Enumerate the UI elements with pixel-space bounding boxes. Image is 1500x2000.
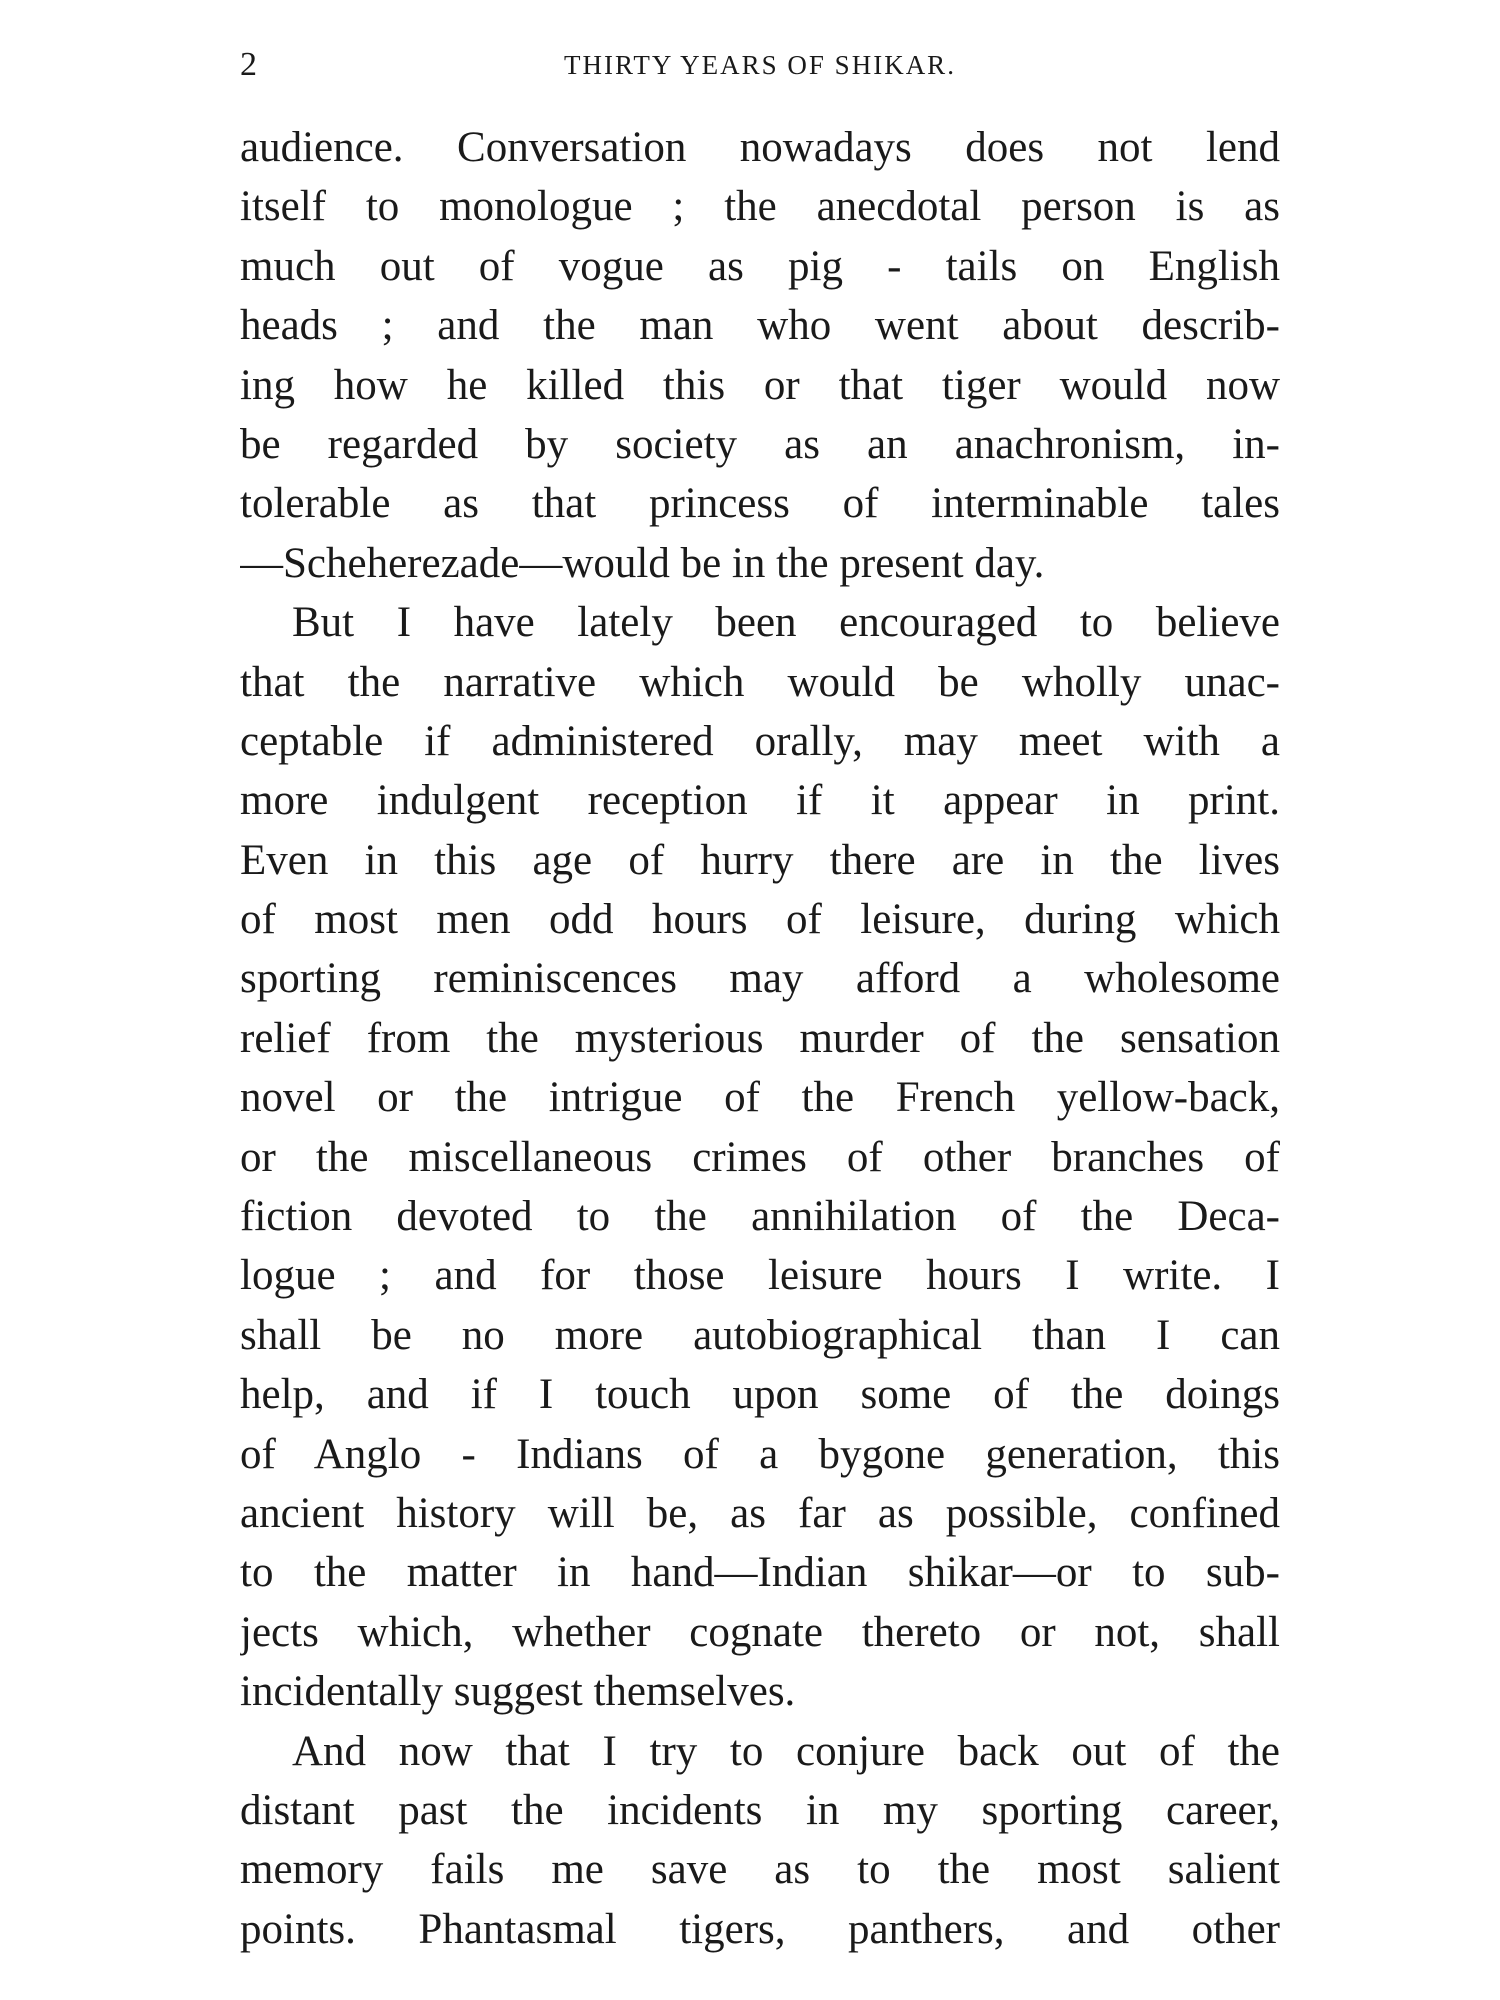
- text-line: of most men odd hours of leisure, during which: [240, 896, 1280, 944]
- text-line: relief from the mysterious murder of the sensation: [240, 1014, 1280, 1062]
- text-line: that the narrative which would be wholly unac-: [240, 658, 1280, 706]
- text-line: distant past the incidents in my sporting career,: [240, 1786, 1280, 1834]
- paragraph-3: [240, 1722, 1280, 1960]
- text-line: tolerable as that princess of interminable tales: [240, 480, 1280, 528]
- paragraph-1: [240, 118, 1280, 593]
- text-line: —Scheherezade—would be in the present day.: [240, 539, 1045, 587]
- body-text: [240, 118, 1280, 1959]
- page-number: 2: [240, 46, 257, 83]
- text-line: sporting reminiscences may afford a wholesome: [240, 955, 1280, 1003]
- text-line: But I have lately been encouraged to believe: [292, 599, 1280, 647]
- text-line: more indulgent reception if it appear in print.: [240, 777, 1280, 825]
- text-line: Even in this age of hurry there are in the lives: [240, 836, 1280, 884]
- text-line: ancient history will be, as far as possible, confined: [240, 1489, 1280, 1537]
- text-line: jects which, whether cognate thereto or not, shall: [240, 1608, 1280, 1656]
- text-line: itself to monologue ; the anecdotal person is as: [240, 183, 1280, 231]
- text-line: be regarded by society as an anachronism, in-: [240, 420, 1280, 468]
- text-line: to the matter in hand—Indian shikar—or to sub-: [240, 1549, 1280, 1597]
- text-line: fiction devoted to the annihilation of the Deca-: [240, 1193, 1280, 1241]
- text-line: logue ; and for those leisure hours I write. I: [240, 1252, 1280, 1300]
- text-line: And now that I try to conjure back out of the: [292, 1727, 1280, 1775]
- text-line: ceptable if administered orally, may meet with a: [240, 717, 1280, 765]
- running-head: [240, 40, 1280, 90]
- text-line: novel or the intrigue of the French yellow-back,: [240, 1074, 1280, 1122]
- text-line: incidentally suggest themselves.: [240, 1668, 796, 1716]
- text-line: audience. Conversation nowadays does not lend: [240, 124, 1280, 171]
- text-line: much out of vogue as pig - tails on English: [240, 242, 1280, 290]
- text-line: ing how he killed this or that tiger would now: [240, 361, 1280, 409]
- text-line: shall be no more autobiographical than I can: [240, 1311, 1280, 1359]
- running-title: THIRTY YEARS OF SHIKAR.: [564, 50, 956, 80]
- text-line: of Anglo - Indians of a bygone generation, this: [240, 1430, 1280, 1478]
- text-line: heads ; and the man who went about describ-: [240, 302, 1280, 350]
- text-line: or the miscellaneous crimes of other branches of: [240, 1133, 1280, 1181]
- text-line: memory fails me save as to the most salient: [240, 1846, 1280, 1894]
- text-line: points. Phantasmal tigers, panthers, and other: [240, 1905, 1280, 1953]
- text-line: help, and if I touch upon some of the doings: [240, 1371, 1280, 1419]
- paragraph-2: [240, 593, 1280, 1721]
